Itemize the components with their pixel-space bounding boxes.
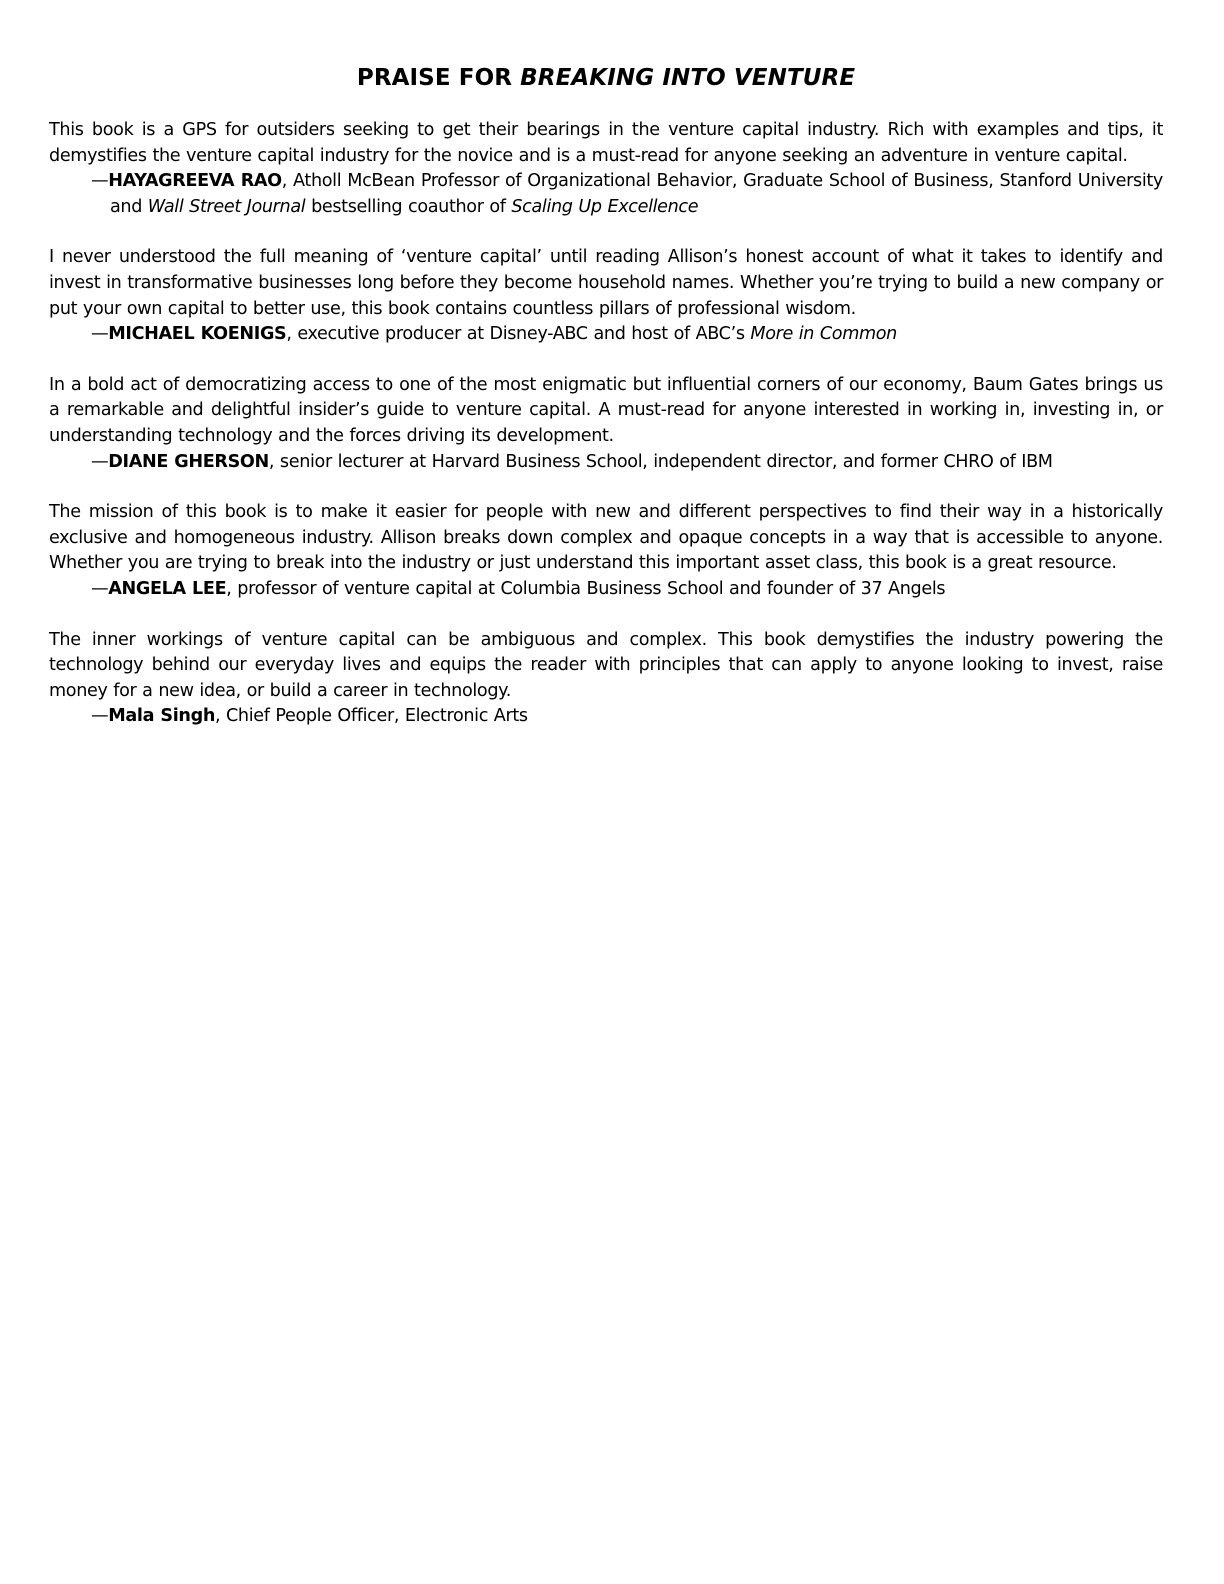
praise-quote-singh [49, 628, 1163, 730]
attribution-dash: — [91, 324, 109, 345]
attribution-dash: — [91, 171, 109, 192]
quote-text: The mission of this book is to make it easier for people with new and different perspectives to find their way in a historically exclusive and homogeneous industry. Allison breaks down complex and opaque concepts in a way that is accessible to anyone. Whether you are trying to break into the industry or just understand this important asset class, this book is a great resource. [49, 502, 1163, 574]
attribution-dash: — [91, 706, 109, 727]
quote-attribution [49, 169, 1163, 220]
attribution-name: ANGELA LEE [108, 578, 227, 599]
title-book-name: BREAKING INTO VENTURE [520, 65, 856, 91]
attribution-role: , senior lecturer at Harvard Business School, independent director, and former CHRO of IBM [268, 451, 1053, 472]
attribution-role: , Chief People Officer, Electronic Arts [215, 706, 528, 727]
attribution-dash: — [91, 451, 109, 472]
quote-text: I never understood the full meaning of ‘venture capital’ until reading Allison’s honest account of what it takes to identify and invest in transformative businesses long before they become household names. Whether you’re trying to build a new company or put your own capital to better use, this book contains countless pillars of professional wisdom. [49, 247, 1163, 319]
quote-text: In a bold act of democratizing access to one of the most enigmatic but influential corners of our economy, Baum Gates brings us a remarkable and delightful insider’s guide to venture capital. A must-read for anyone interested in working in, investing in, or understanding technology and the forces driving its development. [49, 374, 1163, 446]
attribution-book-title: Scaling Up Excellence [511, 196, 699, 217]
quote-attribution [49, 704, 1163, 730]
quote-attribution [49, 450, 1163, 476]
attribution-show-title: More in Common [750, 324, 897, 345]
attribution-dash: — [91, 578, 109, 599]
attribution-name: MICHAEL KOENIGS [108, 324, 287, 345]
praise-quote-lee [49, 500, 1163, 602]
attribution-name: HAYAGREEVA RAO [108, 171, 282, 192]
quote-text: This book is a GPS for outsiders seeking to get their bearings in the venture capital industry. Rich with examples and tips, it demystifies the venture capital industry for the novice and is a must-read for anyone seeking an adventure in venture capital. [49, 120, 1163, 166]
title-prefix: PRAISE FOR [356, 65, 521, 91]
attribution-role: , professor of venture capital at Columbia Business School and founder of 37 Angels [226, 578, 946, 599]
attribution-role-italic: Wall Street Journal [147, 196, 306, 217]
document-page [49, 62, 1163, 755]
page-title [49, 62, 1163, 94]
quote-attribution [49, 577, 1163, 603]
quote-attribution [49, 322, 1163, 348]
quote-text: The inner workings of venture capital can be ambiguous and complex. This book demystifies the industry powering the technology behind our everyday lives and equips the reader with principles that can apply to anyone looking to invest, raise money for a new idea, or build a career in technology. [49, 629, 1163, 701]
attribution-name: DIANE GHERSON [108, 451, 269, 472]
attribution-role-continued: bestselling coauthor of [305, 196, 512, 217]
praise-quote-gherson [49, 373, 1163, 475]
praise-quote-koenigs [49, 245, 1163, 347]
attribution-role: , Atholl McBean Professor of Organizational Behavior, Graduate School of Business, Stanford University and [110, 171, 1163, 217]
attribution-name: Mala Singh [108, 706, 216, 727]
praise-quote-rao [49, 118, 1163, 220]
attribution-role: , executive producer at Disney-ABC and host of ABC’s [286, 324, 751, 345]
